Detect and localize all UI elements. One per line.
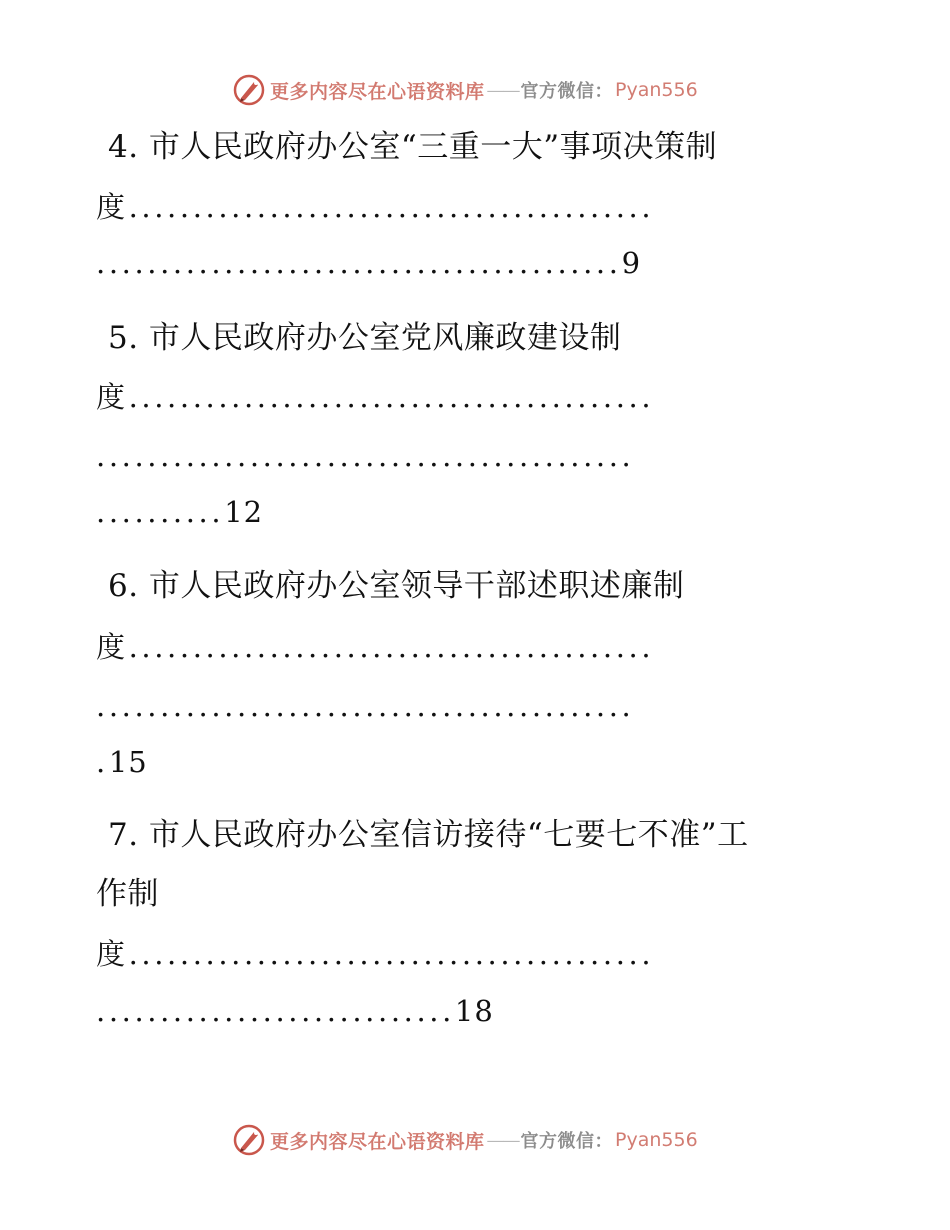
banner-wechat-id: Pyan556 [615,79,698,101]
banner-separator: —— [486,1129,519,1151]
banner-wechat-label: 官方微信： [520,1131,614,1152]
toc-entry-6-leader-1: 度......................................... [96,630,655,664]
toc-entry-5-page: 12 [224,495,264,529]
banner-title: 更多内容尽在心语资料库 [270,1130,485,1153]
toc-entry-7-leader-1: 度......................................... [96,937,655,971]
toc-entry-5-title: 5. 市人民政府办公室党风廉政建设制 [108,320,622,356]
toc-entry-6-page: 15 [108,745,148,779]
footer-banner [0,1120,950,1160]
toc-entry-7-page: 18 [454,994,494,1028]
toc-entry-4-title: 4. 市人民政府办公室“三重一大”事项决策制 [108,129,718,165]
banner-separator: —— [486,79,519,101]
toc-entry-7-title: 7. 市人民政府办公室信访接待“七要七不准”工 [108,817,749,853]
toc-entry-6-title: 6. 市人民政府办公室领导干部述职述廉制 [108,568,685,604]
toc-entry-7-title-cont: 作制 [96,876,159,912]
toc-entry-6-leader-3: .15 [96,745,148,779]
toc-entry-4-page: 9 [621,246,642,280]
toc-entry-4-leader-2: .........................................9 [96,246,642,280]
toc-entry-5-leader-1: 度......................................... [96,380,655,414]
toc-entry-5-leader-3: ..........12 [96,495,264,529]
banner-wechat-id: Pyan556 [615,1129,698,1151]
banner-content [232,1120,698,1160]
toc-entry-6-leader-2: .......................................... [96,689,635,723]
pen-logo-icon [232,73,266,107]
toc-entry-5-leader-2: .......................................... [96,439,635,473]
toc-entry-7-leader-2: ............................18 [96,994,494,1028]
banner-title: 更多内容尽在心语资料库 [270,80,485,103]
banner-wechat-label: 官方微信： [520,81,614,102]
toc-entry-4-leader-1: 度......................................... [96,190,655,224]
pen-logo-icon [232,1123,266,1157]
banner-content [232,70,698,110]
header-banner [0,70,950,110]
